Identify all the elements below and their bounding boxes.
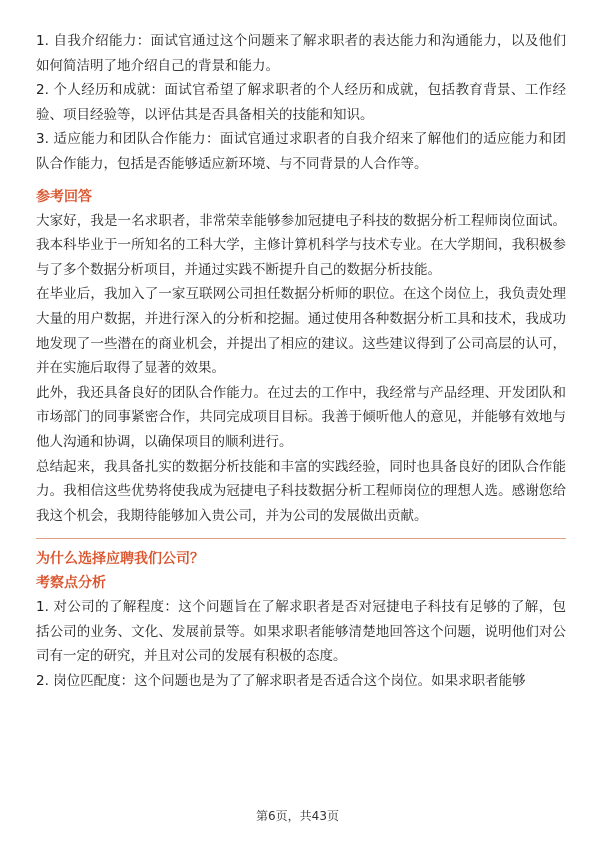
answer-paragraph-1: 大家好，我是一名求职者，非常荣幸能够参加冠捷电子科技的数据分析工程师岗位面试。我本科毕业于一所知名的工科大学，主修计算机科学与技术专业。在大学期间，我积极参与了多个数据分析项目，并通过实践不断提升自己的数据分析技能。 bbox=[36, 212, 566, 278]
page-content bbox=[36, 29, 566, 694]
answer-paragraph-4: 总结起来，我具备扎实的数据分析技能和丰富的实践经验，同时也具备良好的团队合作能力。我相信这些优势将使我成为冠捷电子科技数据分析工程师岗位的理想人选。感谢您给我这个机会，我期待能够加入贵公司，并为公司的发展做出贡献。 bbox=[36, 458, 566, 524]
analysis-point-1: 1. 对公司的了解程度：这个问题旨在了解求职者是否对冠捷电子科技有足够的了解，包括公司的业务、文化、发展前景等。如果求职者能够清楚地回答这个问题，说明他们对公司有一定的研究，并且对公司的发展有积极的态度。 bbox=[36, 599, 566, 665]
answer-paragraph-3: 此外，我还具备良好的团队合作能力。在过去的工作中，我经常与产品经理、开发团队和市场部门的同事紧密合作，共同完成项目目标。我善于倾听他人的意见，并能够有效地与他人沟通和协调，以确保项目的顺利进行。 bbox=[36, 384, 566, 450]
analysis-heading: 考察点分析 bbox=[36, 575, 106, 592]
reference-answer-heading: 参考回答 bbox=[36, 188, 92, 205]
intro-point-2: 2. 个人经历和成就：面试官希望了解求职者的个人经历和成就，包括教育背景、工作经验、项目经验等，以评估其是否具备相关的技能和知识。 bbox=[36, 82, 566, 123]
analysis-point-2: 2. 岗位匹配度：这个问题也是为了了解求职者是否适合这个岗位。如果求职者能够 bbox=[36, 673, 526, 690]
intro-point-3: 3. 适应能力和团队合作能力：面试官通过求职者的自我介绍来了解他们的适应能力和团队合作能力，包括是否能够适应新环境、与不同背景的人合作等。 bbox=[36, 131, 566, 172]
page-number: 第6页，共43页 bbox=[256, 809, 339, 823]
answer-paragraph-2: 在毕业后，我加入了一家互联网公司担任数据分析师的职位。在这个岗位上，我负责处理大量的用户数据，并进行深入的分析和挖掘。通过使用各种数据分析工具和技术，我成功地发现了一些潜在的商业机会，并提出了相应的建议。这些建议得到了公司高层的认可，并在实施后取得了显著的效果。 bbox=[36, 286, 566, 377]
intro-point-1: 1. 自我介绍能力：面试官通过这个问题来了解求职者的表达能力和沟通能力，以及他们如何简洁明了地介绍自己的背景和能力。 bbox=[36, 33, 566, 74]
section-divider bbox=[36, 538, 566, 539]
question-title: 为什么选择应聘我们公司？ bbox=[36, 551, 204, 568]
